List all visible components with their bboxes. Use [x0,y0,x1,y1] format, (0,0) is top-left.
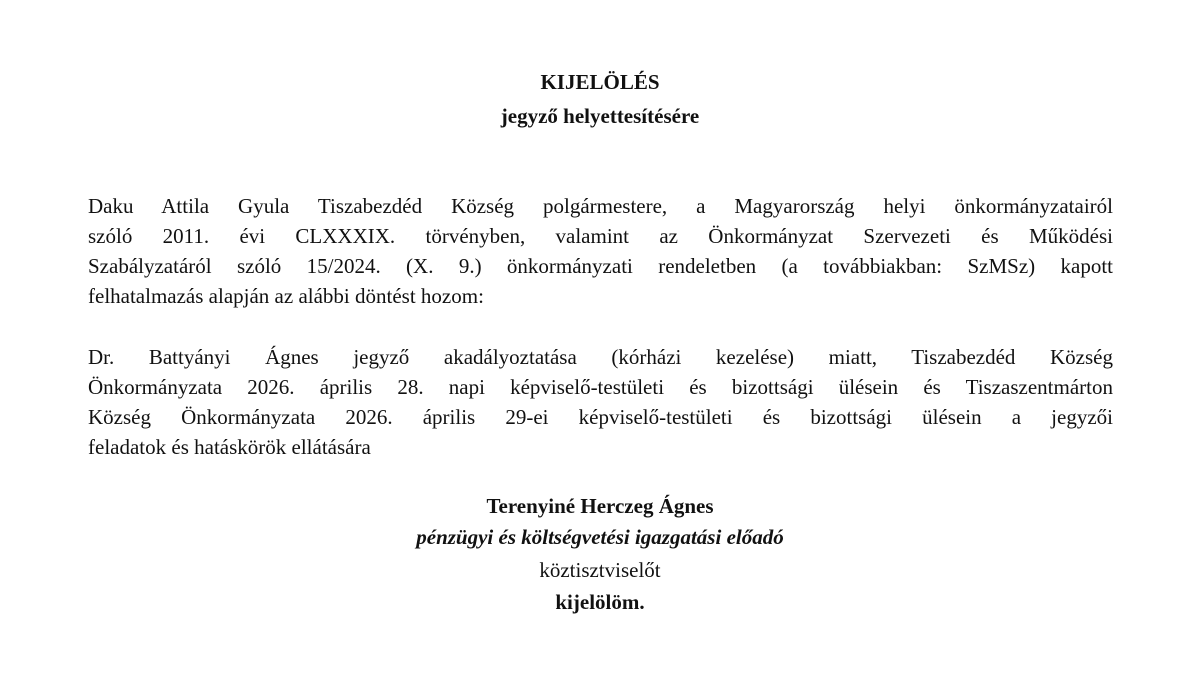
designee-status: köztisztviselőt [539,558,661,582]
closing-statement: kijelölöm. [555,590,645,614]
designee-role: pénzügyi és költségvetési igazgatási előadó [416,525,784,549]
designee-name: Terenyiné Herczeg Ágnes [486,494,714,518]
paragraph-line: Község Önkormányzata 2026. április 29-ei képviselő-testületi és bizottsági ülésein a jegyzői [88,405,1113,429]
paragraph-authority [88,191,1113,311]
paragraph-line: felhatalmazás alapján az alábbi döntést hozom: [88,284,484,308]
document-title: KIJELÖLÉS [540,70,660,94]
document-subtitle: jegyző helyettesítésére [500,104,700,128]
paragraph-line: szóló 2011. évi CLXXXIX. törvényben, valamint az Önkormányzat Szervezeti és Működési [88,224,1113,248]
paragraph-reason [88,342,1113,462]
paragraph-line: feladatok és hatáskörök ellátására [88,435,371,459]
paragraph-line: Önkormányzata 2026. április 28. napi képviselő-testületi és bizottsági ülésein és Tiszaszentmárton [88,375,1113,399]
paragraph-line: Dr. Battyányi Ágnes jegyző akadályoztatása (kórházi kezelése) miatt, Tiszabezdéd Község [88,345,1113,369]
paragraph-line: Szabályzatáról szóló 15/2024. (X. 9.) önkormányzati rendeletben (a továbbiakban: SzMSz) kapott [88,254,1113,278]
paragraph-line: Daku Attila Gyula Tiszabezdéd Község polgármestere, a Magyarország helyi önkormányzatairól [88,194,1113,218]
